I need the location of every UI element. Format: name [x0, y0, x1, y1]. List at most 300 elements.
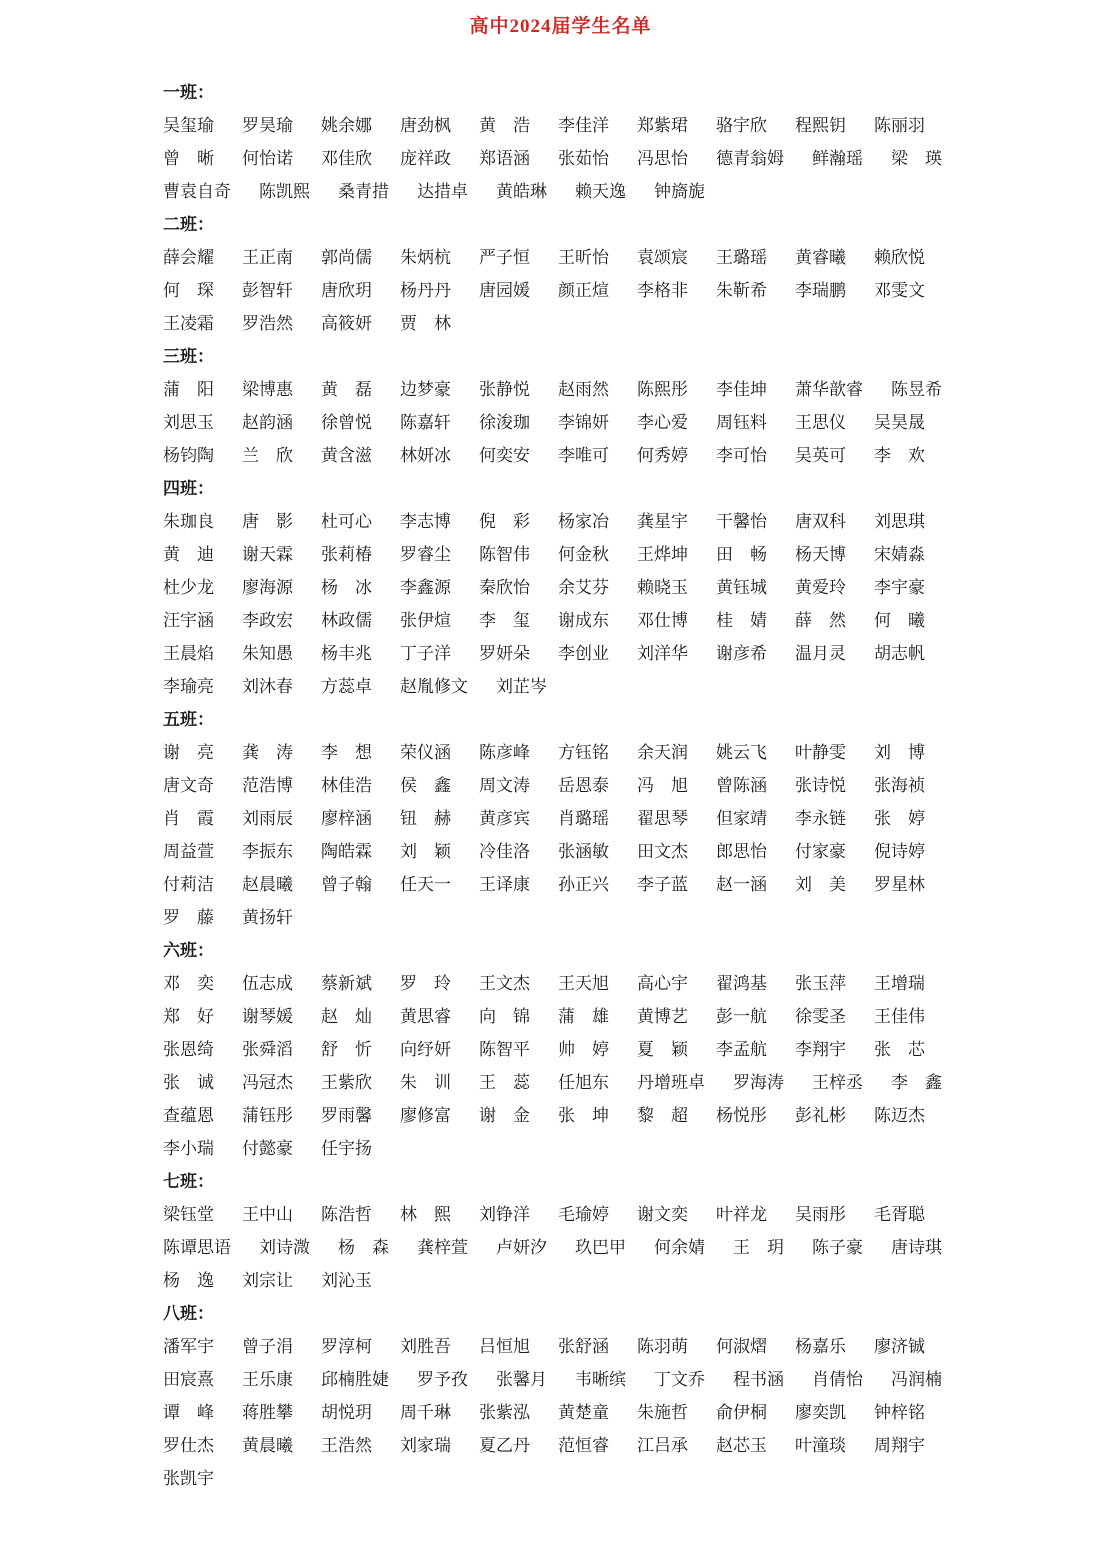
student-name: 赖晓玉 [637, 578, 688, 597]
student-name: 谢文奕 [637, 1205, 688, 1224]
student-name: 刘诗溦 [259, 1238, 310, 1257]
name-row [163, 604, 958, 637]
class-label: 三班： [163, 347, 214, 366]
name-row [163, 1231, 958, 1264]
student-name: 刘洋华 [637, 644, 688, 663]
student-name: 王晨焰 [163, 644, 214, 663]
student-name: 陈迈杰 [874, 1106, 925, 1125]
student-name: 吴昊晟 [874, 413, 925, 432]
student-name: 田 畅 [716, 545, 767, 564]
student-name: 陈丽羽 [874, 116, 925, 135]
class-section [163, 472, 958, 703]
student-name: 玖巴甲 [575, 1238, 626, 1257]
student-name: 付懿豪 [242, 1139, 293, 1158]
student-name: 郎思怡 [716, 842, 767, 861]
student-name: 李可怡 [716, 446, 767, 465]
student-name: 朱施哲 [637, 1403, 688, 1422]
student-name: 李翔宇 [795, 1040, 846, 1059]
student-name: 陈熙彤 [637, 380, 688, 399]
name-row [163, 967, 958, 1000]
class-label: 五班： [163, 710, 214, 729]
student-name: 鲜瀚瑶 [812, 149, 863, 168]
student-name: 赵芯玉 [716, 1436, 767, 1455]
student-name: 黄 浩 [479, 116, 530, 135]
student-name: 陈嘉轩 [400, 413, 451, 432]
student-name: 张恩绮 [163, 1040, 214, 1059]
student-name: 李 欢 [874, 446, 925, 465]
student-name: 蒋胜攀 [242, 1403, 293, 1422]
student-name: 梁博惠 [242, 380, 293, 399]
name-row [163, 373, 958, 406]
name-row [163, 736, 958, 769]
student-name: 黄思睿 [400, 1007, 451, 1026]
student-name: 俞伊桐 [716, 1403, 767, 1422]
student-name: 蔡新斌 [321, 974, 372, 993]
student-name: 李政宏 [242, 611, 293, 630]
student-name: 赵一涵 [716, 875, 767, 894]
student-name: 杨钧陶 [163, 446, 214, 465]
student-name: 周益萱 [163, 842, 214, 861]
student-name: 黄钰城 [716, 578, 767, 597]
student-name: 张 婷 [874, 809, 925, 828]
student-name: 李创业 [558, 644, 609, 663]
student-name: 刘沐春 [242, 677, 293, 696]
student-name: 李瑜亮 [163, 677, 214, 696]
student-name: 边梦豪 [400, 380, 451, 399]
student-name: 李 想 [321, 743, 372, 762]
student-name: 李鑫源 [400, 578, 451, 597]
name-row [163, 1462, 958, 1495]
student-name: 贾 林 [400, 314, 451, 333]
student-name: 张 芯 [874, 1040, 925, 1059]
student-name: 谢成东 [558, 611, 609, 630]
student-name: 范恒睿 [558, 1436, 609, 1455]
student-name: 江吕承 [637, 1436, 688, 1455]
student-name: 方钰铭 [558, 743, 609, 762]
student-name: 刘家瑞 [400, 1436, 451, 1455]
student-name: 杨悦彤 [716, 1106, 767, 1125]
name-row [163, 1198, 958, 1231]
student-name: 刘 博 [874, 743, 925, 762]
student-name: 唐文奇 [163, 776, 214, 795]
student-name: 罗仕杰 [163, 1436, 214, 1455]
student-name: 廖梓涵 [321, 809, 372, 828]
student-name: 张玉萍 [795, 974, 846, 993]
student-name: 张诗悦 [795, 776, 846, 795]
student-name: 田文杰 [637, 842, 688, 861]
student-name: 陈谭思语 [163, 1238, 231, 1257]
name-row [163, 1264, 958, 1297]
student-name: 周钰料 [716, 413, 767, 432]
student-name: 向纾妍 [400, 1040, 451, 1059]
student-name: 胡悦玥 [321, 1403, 372, 1422]
name-row [163, 1099, 958, 1132]
student-name: 罗 玲 [400, 974, 451, 993]
student-name: 干馨怡 [716, 512, 767, 531]
student-name: 胡志帆 [874, 644, 925, 663]
student-name: 周翔宇 [874, 1436, 925, 1455]
student-name: 桑青措 [338, 182, 389, 201]
student-name: 李孟航 [716, 1040, 767, 1059]
student-name: 徐浚珈 [479, 413, 530, 432]
student-name: 杨丹丹 [400, 281, 451, 300]
name-row [163, 274, 958, 307]
student-name: 王烨坤 [637, 545, 688, 564]
student-name: 刘铮洋 [479, 1205, 530, 1224]
student-name: 何淑熠 [716, 1337, 767, 1356]
student-name: 付家豪 [795, 842, 846, 861]
student-name: 李锦妍 [558, 413, 609, 432]
student-name: 朱靳希 [716, 281, 767, 300]
student-name: 何金秋 [558, 545, 609, 564]
student-name: 罗昊瑜 [242, 116, 293, 135]
student-name: 叶潼琰 [795, 1436, 846, 1455]
student-name: 任旭东 [558, 1073, 609, 1092]
student-name: 汪宇涵 [163, 611, 214, 630]
student-name: 肖璐瑶 [558, 809, 609, 828]
student-name: 李瑞鹏 [795, 281, 846, 300]
student-name: 黄 磊 [321, 380, 372, 399]
student-name: 蒲钰彤 [242, 1106, 293, 1125]
student-name: 黄彦宾 [479, 809, 530, 828]
student-name: 谢 亮 [163, 743, 214, 762]
student-name: 张海祯 [874, 776, 925, 795]
student-name: 王佳伟 [874, 1007, 925, 1026]
student-name: 张舜滔 [242, 1040, 293, 1059]
student-name: 何 曦 [874, 611, 925, 630]
student-name: 荣仪涵 [400, 743, 451, 762]
name-row [163, 1066, 958, 1099]
student-name: 李志博 [400, 512, 451, 531]
student-name: 彭一航 [716, 1007, 767, 1026]
student-name: 梁钰堂 [163, 1205, 214, 1224]
student-name: 刘宗让 [242, 1271, 293, 1290]
student-name: 谢 金 [479, 1106, 530, 1125]
name-row [163, 769, 958, 802]
student-name: 薛 然 [795, 611, 846, 630]
name-row [163, 406, 958, 439]
student-name: 杨丰兆 [321, 644, 372, 663]
student-name: 冯冠杰 [242, 1073, 293, 1092]
student-name: 黄爱玲 [795, 578, 846, 597]
student-name: 赖天逸 [575, 182, 626, 201]
student-name: 廖奕凯 [795, 1403, 846, 1422]
student-name: 王天旭 [558, 974, 609, 993]
student-name: 方蕊卓 [321, 677, 372, 696]
student-name: 何 琛 [163, 281, 214, 300]
student-name: 张茹怡 [558, 149, 609, 168]
student-name: 周千琳 [400, 1403, 451, 1422]
student-name: 岳恩泰 [558, 776, 609, 795]
student-name: 李佳洋 [558, 116, 609, 135]
student-name: 黄 迪 [163, 545, 214, 564]
student-name: 刘思琪 [874, 512, 925, 531]
name-row [163, 835, 958, 868]
student-name: 萧华歆睿 [795, 380, 863, 399]
student-name: 庞祥政 [400, 149, 451, 168]
student-name: 徐雯圣 [795, 1007, 846, 1026]
class-section [163, 340, 958, 472]
student-name: 郑 好 [163, 1007, 214, 1026]
student-name: 程熙钥 [795, 116, 846, 135]
student-name: 张 诚 [163, 1073, 214, 1092]
student-name: 陈昱希 [891, 380, 942, 399]
student-name: 廖海源 [242, 578, 293, 597]
name-row [163, 670, 958, 703]
student-name: 刘 颖 [400, 842, 451, 861]
student-name: 田宸熹 [163, 1370, 214, 1389]
name-row [163, 901, 958, 934]
student-name: 孙正兴 [558, 875, 609, 894]
student-name: 赵雨然 [558, 380, 609, 399]
student-name: 王 玥 [733, 1238, 784, 1257]
student-name: 赵韵涵 [242, 413, 293, 432]
student-name: 毛瑜婷 [558, 1205, 609, 1224]
student-name: 翟思琴 [637, 809, 688, 828]
class-label: 二班： [163, 215, 214, 234]
student-name: 罗海涛 [733, 1073, 784, 1092]
student-name: 冷佳洛 [479, 842, 530, 861]
student-name: 王昕怡 [558, 248, 609, 267]
class-section [163, 703, 958, 934]
student-name: 达措卓 [417, 182, 468, 201]
student-name: 张紫泓 [479, 1403, 530, 1422]
page-title: 高中2024届学生名单 [469, 16, 652, 37]
student-name: 蒲 雄 [558, 1007, 609, 1026]
student-name: 黄含滋 [321, 446, 372, 465]
student-name: 罗妍朵 [479, 644, 530, 663]
student-name: 邓 奕 [163, 974, 214, 993]
student-name: 任宇扬 [321, 1139, 372, 1158]
student-name: 王紫欣 [321, 1073, 372, 1092]
name-row [163, 142, 958, 175]
name-row [163, 1429, 958, 1462]
student-name: 邓仕博 [637, 611, 688, 630]
student-name: 罗 藤 [163, 908, 214, 927]
name-row [163, 175, 958, 208]
class-label: 一班： [163, 83, 214, 102]
student-name: 刘沁玉 [321, 1271, 372, 1290]
student-name: 张凯宇 [163, 1469, 214, 1488]
student-name: 杨天博 [795, 545, 846, 564]
student-name: 张馨月 [496, 1370, 547, 1389]
student-name: 伍志成 [242, 974, 293, 993]
student-name: 王 蕊 [479, 1073, 530, 1092]
student-name: 叶祥龙 [716, 1205, 767, 1224]
student-name: 朱知愚 [242, 644, 293, 663]
class-section [163, 1297, 958, 1495]
student-name: 曾 晰 [163, 149, 214, 168]
student-name: 向 锦 [479, 1007, 530, 1026]
student-name: 吴玺瑜 [163, 116, 214, 135]
name-row [163, 538, 958, 571]
student-name: 冯 旭 [637, 776, 688, 795]
student-name: 罗星林 [874, 875, 925, 894]
student-name: 程书涵 [733, 1370, 784, 1389]
student-name: 王乐康 [242, 1370, 293, 1389]
student-name: 李子蓝 [637, 875, 688, 894]
student-name: 余艾芬 [558, 578, 609, 597]
student-name: 卢妍汐 [496, 1238, 547, 1257]
student-name: 罗予孜 [417, 1370, 468, 1389]
student-name: 余天润 [637, 743, 688, 762]
student-name: 唐劲枫 [400, 116, 451, 135]
student-name: 唐欣玥 [321, 281, 372, 300]
student-name: 侯 鑫 [400, 776, 451, 795]
student-name: 夏乙丹 [479, 1436, 530, 1455]
student-name: 郑紫珺 [637, 116, 688, 135]
student-name: 唐园媛 [479, 281, 530, 300]
student-name: 廖济铖 [874, 1337, 925, 1356]
student-name: 赵胤修文 [400, 677, 468, 696]
student-name: 赵晨曦 [242, 875, 293, 894]
student-name: 龚 涛 [242, 743, 293, 762]
student-name: 高心宇 [637, 974, 688, 993]
student-name: 任天一 [400, 875, 451, 894]
student-name: 舒 忻 [321, 1040, 372, 1059]
name-row [163, 505, 958, 538]
student-name: 朱 训 [400, 1073, 451, 1092]
student-name: 朱炳杭 [400, 248, 451, 267]
student-name: 龚星宇 [637, 512, 688, 531]
student-name: 邱楠胜婕 [321, 1370, 389, 1389]
student-name: 郑语涵 [479, 149, 530, 168]
student-name: 范浩博 [242, 776, 293, 795]
student-name: 薛会耀 [163, 248, 214, 267]
student-name: 李佳坤 [716, 380, 767, 399]
student-name: 黄博艺 [637, 1007, 688, 1026]
student-name: 袁颂宸 [637, 248, 688, 267]
student-name: 赖欣悦 [874, 248, 925, 267]
student-name: 刘思玉 [163, 413, 214, 432]
student-name: 姚余娜 [321, 116, 372, 135]
student-name: 张涵敏 [558, 842, 609, 861]
student-name: 黄皓琳 [496, 182, 547, 201]
class-label: 六班： [163, 941, 214, 960]
student-name: 张 坤 [558, 1106, 609, 1125]
student-name: 唐诗琪 [891, 1238, 942, 1257]
student-name: 王文杰 [479, 974, 530, 993]
student-name: 付莉洁 [163, 875, 214, 894]
class-label: 八班： [163, 1304, 214, 1323]
class-section [163, 1165, 958, 1297]
student-name: 罗雨馨 [321, 1106, 372, 1125]
student-name: 陈羽萌 [637, 1337, 688, 1356]
student-name: 宋婧淼 [874, 545, 925, 564]
student-name: 曾子翰 [321, 875, 372, 894]
student-name: 张静悦 [479, 380, 530, 399]
student-name: 杨 森 [338, 1238, 389, 1257]
student-name: 王梓丞 [812, 1073, 863, 1092]
student-name: 邓佳欣 [321, 149, 372, 168]
class-section [163, 934, 958, 1165]
student-name: 黄扬轩 [242, 908, 293, 927]
student-name: 丹增班卓 [637, 1073, 705, 1092]
student-name: 王璐瑶 [716, 248, 767, 267]
student-name: 龚梓萱 [417, 1238, 468, 1257]
student-name: 钟梓铭 [874, 1403, 925, 1422]
student-name: 骆宇欣 [716, 116, 767, 135]
student-name: 丁文乔 [654, 1370, 705, 1389]
student-name: 陈智平 [479, 1040, 530, 1059]
student-name: 李永链 [795, 809, 846, 828]
student-name: 廖修富 [400, 1106, 451, 1125]
student-name: 颜正煊 [558, 281, 609, 300]
name-row [163, 868, 958, 901]
class-section [163, 208, 958, 340]
student-name: 林 熙 [400, 1205, 451, 1224]
student-name: 王增瑞 [874, 974, 925, 993]
student-name: 桂 婧 [716, 611, 767, 630]
student-name: 杜少龙 [163, 578, 214, 597]
student-name: 张莉椿 [321, 545, 372, 564]
student-name: 张舒涵 [558, 1337, 609, 1356]
student-name: 谢彦希 [716, 644, 767, 663]
student-name: 谭 峰 [163, 1403, 214, 1422]
student-name: 郭尚儒 [321, 248, 372, 267]
student-name: 黄睿曦 [795, 248, 846, 267]
student-name: 梁 瑛 [891, 149, 942, 168]
student-name: 吕恒旭 [479, 1337, 530, 1356]
student-name: 蒲 阳 [163, 380, 214, 399]
name-row [163, 1000, 958, 1033]
student-name: 赵 灿 [321, 1007, 372, 1026]
name-row [163, 1132, 958, 1165]
student-name: 唐双科 [795, 512, 846, 531]
class-label: 四班： [163, 479, 214, 498]
student-name: 高筱妍 [321, 314, 372, 333]
class-list [163, 76, 958, 1495]
student-name: 陶皓霖 [321, 842, 372, 861]
student-name: 罗睿尘 [400, 545, 451, 564]
student-name: 刘芷岑 [496, 677, 547, 696]
student-name: 刘胜吾 [400, 1337, 451, 1356]
student-name: 王正南 [242, 248, 293, 267]
student-name: 何奕安 [479, 446, 530, 465]
name-row [163, 1033, 958, 1066]
student-name: 查蕴恩 [163, 1106, 214, 1125]
student-name: 陈子豪 [812, 1238, 863, 1257]
name-row [163, 109, 958, 142]
student-name: 姚云飞 [716, 743, 767, 762]
student-name: 毛胥聪 [874, 1205, 925, 1224]
student-name: 谢琴媛 [242, 1007, 293, 1026]
student-name: 德青翁姆 [716, 149, 784, 168]
student-name: 陈凯熙 [259, 182, 310, 201]
student-name: 吴英可 [795, 446, 846, 465]
class-section [163, 76, 958, 208]
class-label: 七班： [163, 1172, 214, 1191]
student-name: 杨 冰 [321, 578, 372, 597]
student-name: 彭礼彬 [795, 1106, 846, 1125]
name-row [163, 1330, 958, 1363]
student-name: 李唯可 [558, 446, 609, 465]
student-name: 但家靖 [716, 809, 767, 828]
student-name: 陈浩哲 [321, 1205, 372, 1224]
student-name: 王中山 [242, 1205, 293, 1224]
student-name: 秦欣怡 [479, 578, 530, 597]
student-name: 王浩然 [321, 1436, 372, 1455]
student-name: 罗淳柯 [321, 1337, 372, 1356]
student-name: 刘 美 [795, 875, 846, 894]
student-name: 周文涛 [479, 776, 530, 795]
student-name: 杨嘉乐 [795, 1337, 846, 1356]
student-name: 李格非 [637, 281, 688, 300]
student-name: 杜可心 [321, 512, 372, 531]
student-name: 严子恒 [479, 248, 530, 267]
name-row [163, 439, 958, 472]
student-name: 钮 赫 [400, 809, 451, 828]
